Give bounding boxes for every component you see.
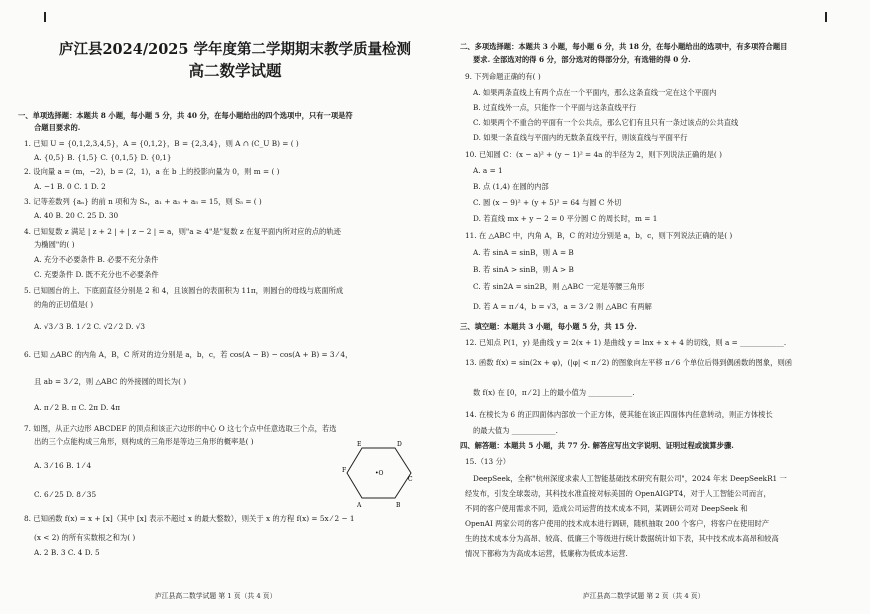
exam-title: 庐江县2024/2025 学年度第二学期期末教学质量检测 <box>58 41 412 58</box>
right-text-line: B. 过直线外一点，只能作一个平面与这条直线平行 <box>473 103 637 112</box>
right-text-line: 13. 函数 f(x) = sin(2x + φ)，(|φ| < π ⁄ 2) 的图象向左平移 π ⁄ 6 个单位后得到偶函数的图象，则函 <box>465 358 793 367</box>
left-text-line: 7. 如图，从正六边形 ABCDEF 的顶点和该正六边形的中心 O 这七个点中任意选取三个点，若选 <box>24 424 337 433</box>
left-text-line: 2. 设向量 a = (m，−2)，b = (2，1)，a 在 b 上的投影向量为 0，则 m = ( ) <box>24 167 280 176</box>
hex-label-b: B <box>396 502 401 509</box>
left-text-line: (x < 2) 的所有实数根之和为( ) <box>34 533 136 542</box>
right-text-line: B. 若 sinA > sinB，则 A > B <box>473 265 574 274</box>
exam-page-2 <box>435 0 870 614</box>
left-text-line: 且 ab = 3 ⁄ 2，则 △ABC 的外接圆的周长为( ) <box>34 377 187 386</box>
left-text-line: 出的三个点能构成三角形，则构成的三角形是等边三角形的概率是( ) <box>34 437 254 446</box>
right-text-line: 15.（13 分） <box>465 457 511 466</box>
left-text-line: 一、单项选择题：本题共 8 小题，每小题 5 分，共 40 分，在每小题给出的四个选项中，只有一项是符 <box>18 111 353 120</box>
page-footer: 庐江县高二数学试题 第 1 页（共 4 页） <box>155 592 277 600</box>
right-text-line: D. 若 A = π ⁄ 4，b = √3，a = 3 ⁄ 2 则 △ABC 有两解 <box>473 302 652 311</box>
right-text-line: 数 f(x) 在 [0，π ⁄ 2] 上的最小值为 ____________. <box>473 388 635 397</box>
hex-label-o: •O <box>375 470 384 477</box>
hex-label-c: C <box>408 476 413 483</box>
left-text-line: 8. 已知函数 f(x) = x + [x]（其中 [x] 表示不超过 x 的最大整数），则关于 x 的方程 f(x) = 5x ⁄ 2 − 1 <box>24 514 355 523</box>
hexagon-figure <box>342 438 415 509</box>
right-text-line: DeepSeek，全称"杭州深度求索人工智能基础技术研究有限公司"，2024 年末 DeepSeekR1 一 <box>473 474 787 483</box>
right-text-line: D. 若直线 mx + y − 2 = 0 平分圆 C 的周长时，m = 1 <box>473 214 658 223</box>
right-text-line: D. 如果一条直线与平面内的无数条直线平行，则该直线与平面平行 <box>473 133 688 142</box>
page-footer: 庐江县高二数学试题 第 2 页（共 4 页） <box>583 592 705 600</box>
right-text-line: C. 圆 (x − 9)² + (y + 5)² = 64 与圆 C 外切 <box>473 198 622 207</box>
left-text-line: A. √3 ⁄ 3 B. 1 ⁄ 2 C. √2 ⁄ 2 D. √3 <box>34 322 146 331</box>
left-text-line: A. 充分不必要条件 B. 必要不充分条件 <box>34 255 159 264</box>
right-text-line: OpenAI 两家公司的客户使用的技术成本进行调研，随机抽取 200 个客户，将客户在使用时产 <box>465 519 770 528</box>
right-text-line: A. 若 sinA = sinB，则 A = B <box>473 248 574 257</box>
right-text-line: 的最大值为 ____________. <box>473 426 558 435</box>
right-text-line: C. 如果两个不重合的平面有一个公共点，那么它们有且只有一条过该点的公共直线 <box>473 118 739 127</box>
right-text-line: B. 点 (1,4) 在圆的内部 <box>473 182 549 191</box>
right-text-line: A. 如果两条直线上有两个点在一个平面内，那么这条直线一定在这个平面内 <box>473 88 717 97</box>
left-text-line: A. 3 ⁄ 16 B. 1 ⁄ 4 <box>34 461 92 470</box>
left-text-line: A. −1 B. 0 C. 1 D. 2 <box>34 182 106 191</box>
right-text-line: 10. 已知圆 C：(x − a)² + (y − 1)² = 4a 的半径为 2，则下列说法正确的是( ) <box>465 150 722 159</box>
right-text-line: 四、解答题：本题共 5 小题，共 77 分. 解答应写出文字说明、证明过程或演算步骤. <box>460 441 734 450</box>
right-text-line: C. 若 sin2A = sin2B，则 △ABC 一定是等腰三角形 <box>473 282 645 291</box>
left-text-line: 的角的正切值是( ) <box>34 300 94 309</box>
left-text-line: 1. 已知 U = {0,1,2,3,4,5}，A = {0,1,2}，B = {2,3,4}，则 A ∩ (C_U B) = ( ) <box>24 139 299 148</box>
left-text-line: C. 6 ⁄ 25 D. 8 ⁄ 35 <box>34 490 97 499</box>
hex-label-f: F <box>342 467 347 474</box>
hex-label-a: A <box>357 502 362 509</box>
left-text-line: A. 40 B. 20 C. 25 D. 30 <box>34 211 119 220</box>
right-text-line: 二、多项选择题：本题共 3 小题，每小题 6 分，共 18 分，在每小题给出的选项中，有多项符合题目 <box>460 42 788 51</box>
right-text-line: 11. 在 △ABC 中，内角 A，B，C 的对边分别是 a，b，c，则下列说法正确的是( ) <box>465 231 733 240</box>
exam-subtitle: 高二数学试题 <box>188 61 282 80</box>
right-text-line: 生的技术成本分为高昂、较高、低廉三个等级进行统计数据统计如下表，其中技术成本高昂和较高 <box>465 534 779 543</box>
hex-label-e: E <box>357 441 362 448</box>
hex-label-d: D <box>397 441 402 448</box>
binding-mark <box>44 12 46 22</box>
right-text-line: 9. 下列命题正确的有( ) <box>465 72 541 81</box>
left-text-line: 合题目要求的. <box>34 123 81 132</box>
right-text-line: 12. 已知点 P(1，y) 是曲线 y = 2(x + 1) 是曲线 y = lnx + x + 4 的切线，则 a = ____________. <box>465 338 787 347</box>
left-text-line: 为椭圆"的( ) <box>34 240 75 249</box>
left-text-line: A. {0,5} B. {1,5} C. {0,1,5} D. {0,1} <box>34 153 172 162</box>
right-text-line: 要求. 全部选对的得 6 分，部分选对的得部分分，有选错的得 0 分. <box>473 55 691 64</box>
left-text-line: A. π ⁄ 2 B. π C. 2π D. 4π <box>34 403 121 412</box>
left-text-line: 3. 记等差数列 {aₙ} 的前 n 项和为 Sₙ，a₁ + a₃ + a₅ = 15，则 S₅ = ( ) <box>24 197 262 206</box>
left-text-line: 5. 已知圆台的上、下底面直径分别是 2 和 4，且该圆台的表面积为 11π，则圆台的母线与底面所成 <box>24 286 344 295</box>
right-text-line: 不同的客户使用需求不同，造成公司运营的技术成本不同，某调研公司对 DeepSeek 和 <box>465 504 748 513</box>
right-text-line: 经发布，引发全球轰动，其科技水准直接对标美国的 OpenAIGPT4，对于人工智能公司而言， <box>465 489 771 498</box>
right-text-line: 情况下都称为为高成本运营，低廉称为低成本运营. <box>465 549 628 558</box>
right-text-line: A. a = 1 <box>473 166 503 175</box>
left-text-line: C. 充要条件 D. 既不充分也不必要条件 <box>34 270 159 279</box>
right-text-line: 14. 在棱长为 6 的正四面体内部放一个正方体，使其能在该正四面体内任意转动，则正方体棱长 <box>465 410 773 419</box>
left-text-line: 6. 已知 △ABC 的内角 A，B，C 所对的边分别是 a，b，c，若 cos(A − B) − cos(A + B) = 3 ⁄ 4， <box>24 350 353 359</box>
left-text-line: 4. 已知复数 z 满足 | z + 2 | + | z − 2 | = a，则"a ≥ 4"是"复数 z 在复平面内所对应的点的轨迹 <box>24 227 341 236</box>
left-text-line: A. 2 B. 3 C. 4 D. 5 <box>34 548 100 557</box>
binding-mark <box>825 12 827 22</box>
right-text-line: 三、填空题：本题共 3 小题，每小题 5 分，共 15 分. <box>460 322 637 331</box>
